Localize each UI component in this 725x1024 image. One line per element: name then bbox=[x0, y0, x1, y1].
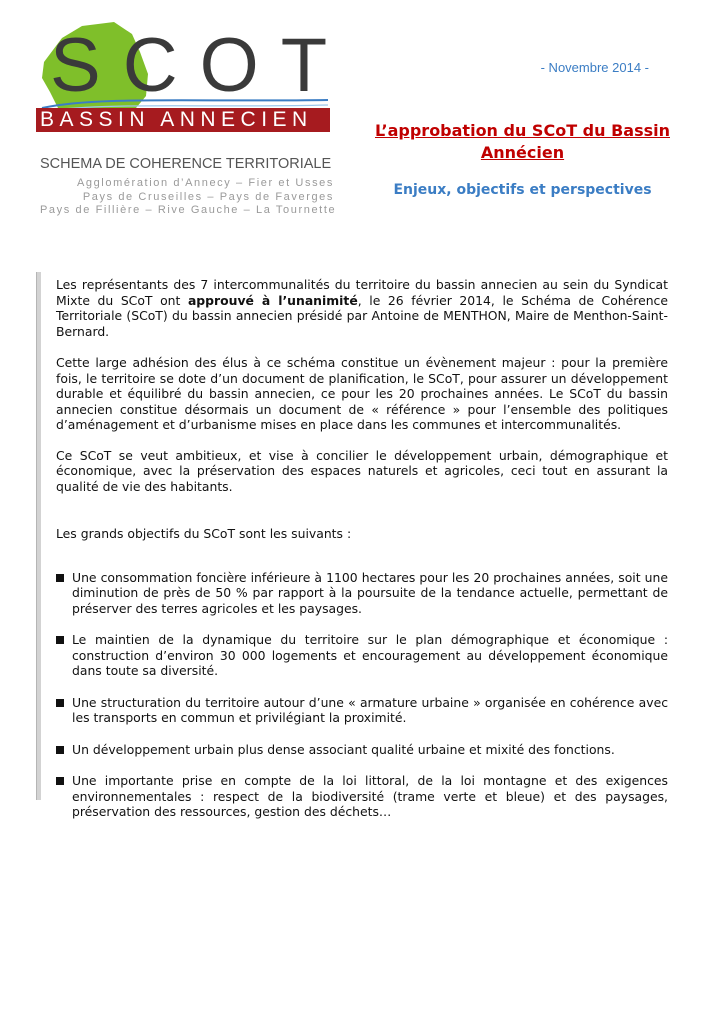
objective-text: Une consommation foncière inférieure à 1100 hectares pour les 20 prochaines années, soit une diminution de près de 50 % par rapport à la poursuite de la tendance actuelle, permettant de préserver des terres agricoles et les paysages. bbox=[72, 569, 668, 616]
objectives-list bbox=[56, 570, 668, 820]
intro-text-end: , le 26 février 2014, le Schéma de Cohérence Territoriale (SCoT) du bassin annecien présidé par Antoine de MENTHON, Maire de Menthon-Saint-Bernard. bbox=[56, 292, 668, 339]
intro-text-bold: approuvé à l’unanimité bbox=[187, 292, 358, 308]
objective-text: Le maintien de la dynamique du territoire sur le plan démographique et économique : construction d’environ 30 000 logements et encouragement au développement économique dans toute sa diversité. bbox=[72, 632, 668, 678]
square-bullet-icon bbox=[56, 699, 64, 707]
territory-line: Pays de Cruseilles – Pays de Faverges bbox=[82, 190, 334, 203]
objective-text: Un développement urbain plus dense associant qualité urbaine et mixité des fonctions. bbox=[72, 741, 615, 757]
square-bullet-icon bbox=[56, 777, 64, 785]
list-item bbox=[56, 742, 668, 758]
intro-text-start: Les représentants des 7 intercommunalités du territoire du bassin annecien au sein du Syndicat Mixte du SCoT ont bbox=[56, 277, 668, 308]
objective-text: Une importante prise en compte de la loi littoral, de la loi montagne et des exigences environnementales : respect de la biodiversité (trame verte et bleue) et des paysages, préservation des ressources, gestion des déchets… bbox=[72, 773, 668, 819]
list-item bbox=[56, 570, 668, 617]
list-item bbox=[56, 773, 668, 820]
document-date: - Novembre 2014 - bbox=[540, 60, 649, 75]
left-margin-rule bbox=[36, 272, 41, 800]
intro-paragraph bbox=[56, 277, 668, 339]
objectives-intro: Les grands objectifs du SCoT sont les suivants : bbox=[56, 526, 352, 541]
document-title: L’approbation du SCoT du Bassin Annécien bbox=[375, 121, 670, 162]
square-bullet-icon bbox=[56, 746, 64, 754]
square-bullet-icon bbox=[56, 574, 64, 582]
logo-schema-text: SCHEMA DE COHERENCE TERRITORIALE bbox=[40, 156, 332, 172]
document-body bbox=[56, 277, 668, 836]
document-subtitle: Enjeux, objectifs et perspectives bbox=[393, 182, 652, 198]
square-bullet-icon bbox=[56, 636, 64, 644]
logo-bassin-annecien: BASSIN ANNECIEN bbox=[36, 108, 330, 132]
territory-line: Agglomération d’Annecy – Fier et Usses bbox=[76, 177, 334, 189]
scot-logo bbox=[36, 22, 350, 222]
adhesion-paragraph: Cette large adhésion des élus à ce schéma constitue un évènement majeur : pour la première fois, le territoire se dote d’un document de planification, le SCoT, pour assurer un développement durable et équilibré du bassin annecien, ce pour les 20 prochaines années. Le SCoT du bassin annecien constitue désormais un document de « référence » pour l’ensemble des politiques d’aménagement et d’urbanisme mises en place dans les communes et intercommunalités. bbox=[56, 355, 668, 432]
ambition-paragraph: Ce SCoT se veut ambitieux, et vise à concilier le développement urbain, démographique et économique, avec la préservation des espaces naturels et agricoles, ceci tout en assurant la qualité de vie des habitants. bbox=[56, 447, 668, 494]
list-item bbox=[56, 695, 668, 726]
logo-territories bbox=[40, 177, 337, 218]
list-item bbox=[56, 632, 668, 679]
territory-line: Pays de Fillière – Rive Gauche – La Tournette bbox=[40, 204, 337, 216]
objective-text: Une structuration du territoire autour d’une « armature urbaine » organisée en cohérence avec les transports en commun et privilégiant la proximité. bbox=[72, 694, 668, 725]
logo-scot-text: SCOT bbox=[50, 23, 350, 108]
